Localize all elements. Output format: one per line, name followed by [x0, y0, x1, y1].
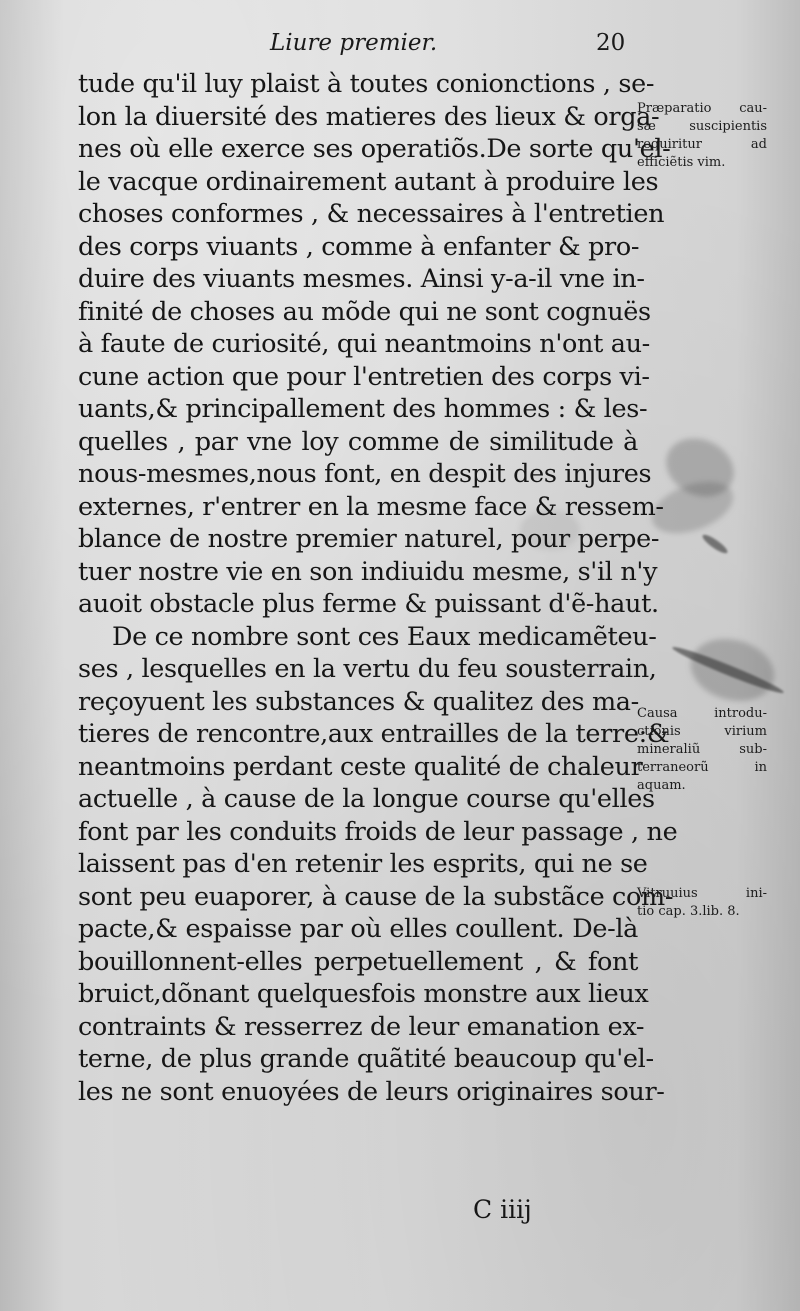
text-line: finité de choses au mõde qui ne sont cognuës [78, 296, 651, 327]
text-line: sont peu euaporer, à cause de la substãce com- [78, 881, 674, 912]
text-line: les ne sont enuoyées de leurs originaires sour- [78, 1076, 665, 1107]
page-number: 20 [596, 30, 626, 56]
text-line: laissent pas d'en retenir les esprits, qui ne se [78, 849, 648, 879]
marginal-note-line: terraneorũ in [637, 760, 767, 775]
marginal-note-line: sæ suscipientis [637, 119, 767, 134]
text-line: font par les conduits froids de leur passage , ne [78, 816, 678, 847]
text-line: externes, r'entrer en la mesme face & ressem- [78, 491, 664, 522]
text-line: contraints & resserrez de leur emanation ex- [78, 1011, 645, 1042]
text-line: choses conformes , & necessaires à l'entretien [78, 199, 665, 229]
text-line: ses , lesquelles en la vertu du feu sousterrain, [78, 654, 657, 684]
marginal-note-line: Vitruuius ini- [637, 886, 767, 901]
text-line: duire des viuants mesmes. Ainsi y-a-il vne in- [78, 264, 645, 294]
text-line: De ce nombre sont ces Eaux medicamẽteu- [112, 621, 657, 652]
marginal-note-line: requiritur ad [637, 137, 767, 152]
text-line: uants,& principallement des hommes : & les- [78, 394, 648, 424]
marginal-note-line: tio cap. 3.lib. 8. [637, 904, 740, 919]
text-line: reçoyuent les substances & qualitez des ma- [78, 686, 639, 717]
marginal-note-line: aquam. [637, 778, 686, 793]
text-line: actuelle , à cause de la longue course qu'elles [78, 784, 655, 814]
text-line: des corps viuants , comme à enfanter & pro- [78, 231, 640, 262]
running-title: Liure premier. [270, 30, 438, 56]
text-line: blance de nostre premier naturel, pour perpe- [78, 524, 660, 554]
text-line: auoit obstacle plus ferme & puissant d'ẽ-haut. [78, 589, 659, 619]
text-line: le vacque ordinairement autant à produire les [78, 166, 659, 197]
text-line: nous-mesmes,nous font, en despit des injures [78, 459, 652, 489]
text-line: nes où elle exerce ses operatiõs.De sorte qu'el- [78, 134, 671, 164]
text-line: terne, de plus grande quãtité beaucoup qu'el- [78, 1044, 654, 1074]
paper-crease [700, 532, 729, 556]
marginal-note-line: Causa introdu- [637, 706, 767, 721]
marginal-note-line: ctionis virium [637, 724, 767, 739]
marginal-note [637, 100, 767, 172]
marginal-note [637, 705, 767, 795]
text-line: neantmoins perdant ceste qualité de chaleur [78, 751, 643, 782]
text-line: lon la diuersité des matieres des lieux & orga- [78, 101, 660, 132]
text-line: à faute de curiosité, qui neantmoins n'ont au- [78, 329, 650, 359]
marginal-note-line: Præparatio cau- [637, 101, 767, 116]
text-line: bouillonnent-elles perpetuellement , & font [78, 946, 638, 977]
signature-mark: C iiij [473, 1195, 532, 1224]
text-line: cune action que pour l'entretien des corps vi- [78, 361, 650, 392]
marginal-note-line: mineraliũ sub- [637, 742, 767, 757]
text-line: tuer nostre vie en son indiuidu mesme, s'il n'y [78, 556, 658, 587]
text-line: pacte,& espaisse par où elles coullent. De-là [78, 914, 638, 944]
text-line: bruict,dõnant quelquesfois monstre aux lieux [78, 979, 649, 1009]
text-line: quelles , par vne loy comme de similitude à [78, 426, 638, 457]
page-header [0, 30, 800, 60]
marginal-note [637, 885, 767, 921]
marginal-note-line: efficiẽtis vim. [637, 155, 726, 170]
text-line: tude qu'il luy plaist à toutes conionctions , se- [78, 69, 655, 99]
text-line: tieres de rencontre,aux entrailles de la terre:& [78, 719, 670, 749]
